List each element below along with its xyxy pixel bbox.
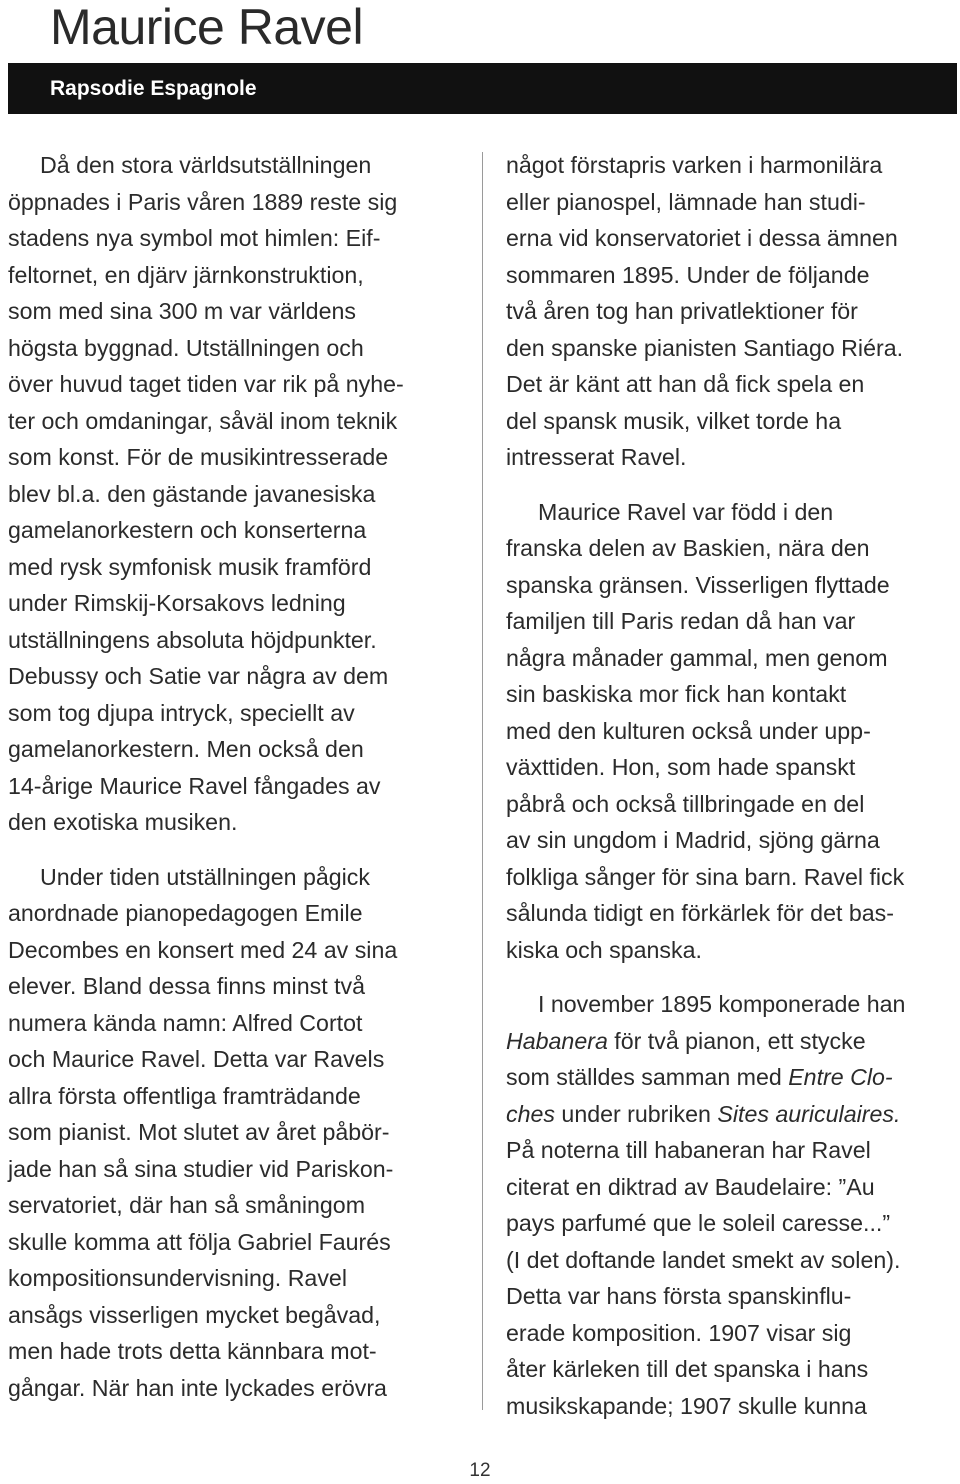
text-line: Maurice Ravel var född i den <box>538 498 834 525</box>
text-line: anordnade pianopedagogen Emile <box>8 900 363 926</box>
text-line: som tog djupa intryck, speciellt av <box>8 699 355 726</box>
text-line: växttiden. Hon, som hade spanskt <box>506 754 856 780</box>
text-line: blev bl.a. den gästande javanesiska <box>8 480 376 507</box>
text-line: jade han så sina studier vid Pariskon- <box>8 1155 394 1182</box>
text-line: stadens nya symbol mot himlen: Eif- <box>8 225 381 251</box>
text-line: I november 1895 komponerade han <box>538 991 906 1017</box>
text-line: över huvud taget tiden var rik på nyhe- <box>8 371 404 397</box>
text-line: med den kulturen också under upp- <box>506 717 871 744</box>
text-line: två åren tog han privatlektioner för <box>506 298 858 324</box>
text-line: något förstapris varken i harmonilära <box>506 152 883 178</box>
text-line: eller pianospel, lämnade han studi- <box>506 188 866 215</box>
text-line: under rubriken <box>554 1100 718 1127</box>
left-column <box>8 147 460 1406</box>
right-paragraph-2 <box>506 494 958 969</box>
work-title-habanera: Habanera <box>506 1027 608 1054</box>
text-line: feltornet, en djärv järnkonstruktion, <box>8 261 364 288</box>
column-divider <box>482 152 483 1410</box>
section-heading-bar <box>8 63 957 114</box>
text-line: med rysk symfonisk musik framförd <box>8 553 372 580</box>
text-line: allra första offentliga framträdande <box>8 1082 361 1109</box>
work-title-entre-cloches-cont: ches <box>506 1100 555 1127</box>
text-line: erna vid konservatoriet i dessa ämnen <box>506 225 898 251</box>
text-line: kiska och spanska. <box>506 936 702 963</box>
text-line: servatoriet, där han så småningom <box>8 1192 366 1218</box>
text-line: öppnades i Paris våren 1889 reste sig <box>8 188 398 215</box>
text-line: påbrå och också tillbringade en del <box>506 790 865 817</box>
text-line: den exotiska musiken. <box>8 809 238 835</box>
text-line: elever. Bland dessa finns minst två <box>8 973 366 999</box>
text-line: franska delen av Baskien, nära den <box>506 535 870 561</box>
text-line: Detta var hans första spanskinflu- <box>506 1283 852 1309</box>
text-line: som med sina 300 m var världens <box>8 298 356 324</box>
text-line: ter och omdaningar, såväl inom teknik <box>8 407 398 434</box>
text-line: Decombes en konsert med 24 av sina <box>8 936 398 963</box>
text-line: gamelanorkestern och konserterna <box>8 517 367 543</box>
text-line: familjen till Paris redan då han var <box>506 608 856 634</box>
text-line: några månader gammal, men genom <box>506 644 888 671</box>
text-line: folkliga sånger för sina barn. Ravel fick <box>506 863 905 890</box>
text-line: sin baskiska mor fick han kontakt <box>506 681 847 707</box>
work-title-entre-cloches: Entre Clo- <box>788 1064 893 1090</box>
text-line: erade komposition. 1907 visar sig <box>506 1319 852 1346</box>
text-line: På noterna till habaneran har Ravel <box>506 1137 871 1163</box>
text-line: utställningens absoluta höjdpunkter. <box>8 626 377 653</box>
text-line: gamelanorkestern. Men också den <box>8 736 364 762</box>
left-paragraph-1 <box>8 147 460 841</box>
text-line: Debussy och Satie var några av dem <box>8 663 389 689</box>
text-line: Då den stora världsutställningen <box>40 152 372 178</box>
work-title-sites-auriculaires: Sites auriculaires. <box>717 1100 901 1127</box>
page-title: Maurice Ravel <box>50 0 364 55</box>
right-paragraph-1 <box>506 147 958 476</box>
text-line: Det är känt att han då fick spela en <box>506 371 865 397</box>
text-line: för två pianon, ett stycke <box>607 1027 866 1054</box>
text-line: som pianist. Mot slutet av året påbör- <box>8 1119 390 1145</box>
text-line: (I det doftande landet smekt av solen). <box>506 1246 901 1273</box>
text-line: av sin ungdom i Madrid, sjöng gärna <box>506 827 880 853</box>
text-line: Under tiden utställningen pågick <box>40 863 370 890</box>
text-line: citerat en diktrad av Baudelaire: ”Au <box>506 1173 875 1200</box>
section-heading: Rapsodie Espagnole <box>50 77 257 100</box>
text-line: musikskapande; 1907 skulle kunna <box>506 1392 867 1419</box>
page-number: 12 <box>469 1460 491 1481</box>
text-line: sålunda tidigt en förkärlek för det bas- <box>506 900 894 926</box>
text-line: åter kärleken till det spanska i hans <box>506 1356 869 1382</box>
text-line: kompositionsundervisning. Ravel <box>8 1265 347 1291</box>
text-line: del spansk musik, vilket torde ha <box>506 407 842 434</box>
text-line: skulle komma att följa Gabriel Faurés <box>8 1228 391 1255</box>
text-line: och Maurice Ravel. Detta var Ravels <box>8 1046 385 1072</box>
text-line: högsta byggnad. Utställningen och <box>8 334 364 361</box>
text-line: pays parfumé que le soleil caresse...” <box>506 1210 891 1236</box>
text-line: ansågs visserligen mycket begåvad, <box>8 1301 381 1328</box>
text-line: sommaren 1895. Under de följande <box>506 261 870 288</box>
right-column <box>506 147 958 1424</box>
right-paragraph-3 <box>506 986 958 1424</box>
text-line: gångar. När han inte lyckades erövra <box>8 1374 387 1401</box>
text-line: 14-årige Maurice Ravel fångades av <box>8 772 381 799</box>
text-line: numera kända namn: Alfred Cortot <box>8 1009 363 1036</box>
text-line: som ställdes samman med <box>506 1064 789 1090</box>
text-line: under Rimskij-Korsakovs ledning <box>8 590 346 616</box>
paragraph-rest <box>506 1137 900 1419</box>
text-line: som konst. För de musikintresserade <box>8 444 389 470</box>
text-line: den spanske pianisten Santiago Riéra. <box>506 334 904 361</box>
text-line: spanska gränsen. Visserligen flyttade <box>506 571 890 598</box>
text-line: intresserat Ravel. <box>506 444 687 470</box>
text-line: men hade trots detta kännbara mot- <box>8 1338 377 1364</box>
left-paragraph-2 <box>8 859 460 1407</box>
